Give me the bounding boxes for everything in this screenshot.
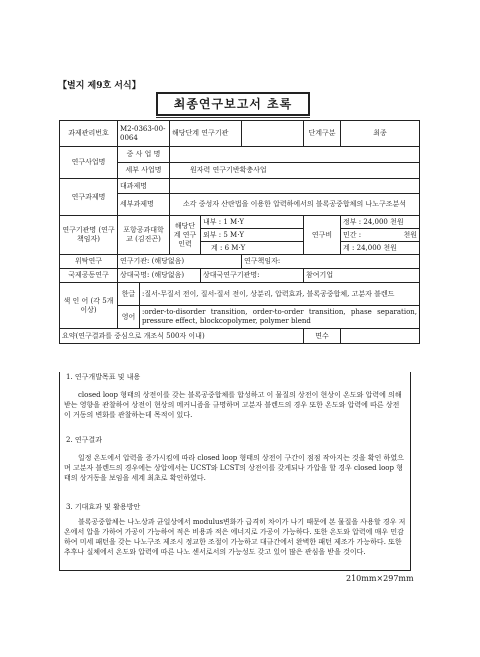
title-underline (156, 117, 310, 118)
private-cost (341, 229, 420, 242)
inner-personnel (201, 216, 304, 229)
inner-label: 내부 : (203, 217, 222, 226)
sub-program-value: 원자력 연구기반확충사업 (170, 163, 420, 179)
inner-value: 1 M·Y (223, 217, 245, 226)
outer-label: 외부 : (203, 230, 222, 239)
section-body: 일정 온도에서 압력을 증가시킴에 따라 closed loop 형태의 상전이 구간이 점점 작아지는 것을 확인 하였으며 고분자 블렌드의 경우에는 상압에서는 UCST와 LCST의 상전이를 갖게되나 가압을 할 경우 closed loop 형태의 상거동을 보임을 세계 최초로 확인하였다. (64, 454, 404, 482)
main-project-label: 대과제명 (118, 179, 170, 194)
sub-project-value: 소각 중성자 산란법을 이용한 압력하에서의 블록공중합체의 나노구조분석 (170, 194, 420, 216)
agency-value (242, 121, 304, 147)
kor-label: 한글 (118, 283, 140, 306)
private-label: 민간 : (343, 230, 362, 239)
gov-cost (341, 216, 420, 229)
section-effects (59, 502, 411, 571)
form-label: 【별지 제9호 서식】 (58, 81, 141, 91)
total-cost (341, 242, 420, 255)
cost-total-value: 24,000 천원 (356, 243, 397, 252)
section-heading: 3. 기대효과 및 활용방안 (66, 503, 141, 511)
outer-personnel (201, 229, 304, 242)
outer-value: 5 M·Y (223, 230, 245, 239)
intl-label: 국제공동연구 (60, 269, 118, 283)
eng-label: 영어 (118, 306, 140, 329)
section-heading: 1. 연구개발목표 및 내용 (66, 373, 141, 381)
private-value: 천원 (403, 230, 418, 239)
total-value: 6 M·Y (224, 243, 246, 252)
lead-value: 포항공과대학교 (김진곤) (118, 216, 170, 255)
section-heading: 2. 연구결과 (66, 436, 102, 444)
consign-lead: 연구책임자: (242, 255, 420, 269)
consign-label: 위탁연구 (60, 255, 118, 269)
section-goals (59, 372, 411, 435)
paper-size: 210mm×297mm (346, 574, 414, 583)
intl-org: 상대국연구기관명: (201, 269, 304, 283)
personnel-label: 해당단계 연구인력 (170, 216, 201, 255)
task-no-label: 과제관리번호 (60, 121, 118, 147)
intl-country: 상대국명: (해당없음) (118, 269, 201, 283)
summary-label: 요약(연구결과를 중심으로 개조식 500자 이내) (60, 329, 304, 344)
consign-org: 연구기관: (해당없음) (118, 255, 242, 269)
project-label: 연구과제명 (60, 179, 118, 216)
keyword-label: 색 인 어 (각 5개 이상) (60, 283, 118, 329)
page-title: 최종연구보고서 초록 (156, 92, 310, 116)
main-program-label: 중 사 업 명 (118, 147, 170, 163)
section-results (59, 435, 411, 502)
sub-project-label: 세부과제명 (118, 194, 170, 216)
total-personnel (201, 242, 304, 255)
total-label: 계 : (211, 243, 223, 252)
task-no-value: M2-0363-00-0064 (118, 121, 170, 147)
participant-label: 참여기업 (304, 269, 420, 283)
lead-label: 연구기관명 (연구책임자) (60, 216, 118, 255)
cost-total-label: 계 : (343, 243, 355, 252)
pages-value (341, 329, 420, 344)
cost-label: 연구비 (304, 216, 341, 255)
summary-form-table (59, 120, 420, 344)
stage-label: 단계구분 (304, 121, 341, 147)
gov-label: 정부 : (343, 217, 362, 226)
sub-program-label: 세부 사업명 (118, 163, 170, 179)
eng-keywords: :order-to-disorder transition, order-to-order transition, phase separation, pressure effect, blockcopolymer, polymer blend (140, 306, 420, 329)
section-body: closed loop 형태의 상전이를 갖는 블록공중합체를 합성하고 이 물질의 상전이 현상이 온도와 압력에 의해 받는 영향을 관찰하여 상전이 현상의 메커니즘을 규명하며 고분자 블렌드의 경우 또한 온도와 압력에 따른 상전이 거동의 변화를 관찰하는데 목적이 있다. (64, 391, 402, 419)
main-project-value (170, 179, 420, 194)
stage-value: 최종 (341, 121, 420, 147)
gov-value: 24,000 천원 (363, 217, 404, 226)
kor-keywords: :질서-무질서 전이, 질서-질서 전이, 상분리, 압력효과, 블록공중합체, 고분자 블렌드 (140, 283, 420, 306)
section-body: 블록공중합체는 나노상과 균일상에서 modulus변화가 급격히 차이가 나기 때문에 본 물질을 사용할 경우 저온에서 압을 가하여 가공이 가능하여 적은 비용과 적은 에너지로 가공이 가능하다. 또한 온도와 압력에 매우 민감하여 미세 패턴을 갖는 나노구조 제조시 정교한 조절이 가능하고 대규간에서 완벽한 패턴 제조가 가능하다. 또한 추후나 실체에서 온도와 압력에 따른 나노 센서로서의 가능성도 갖고 있어 많은 관심을 받을 것이다. (64, 518, 406, 556)
pages-label: 면수 (304, 329, 341, 344)
program-label: 연구사업명 (60, 147, 118, 179)
main-program-value (170, 147, 420, 163)
agency-label: 해당단계 연구기관 (170, 121, 242, 147)
